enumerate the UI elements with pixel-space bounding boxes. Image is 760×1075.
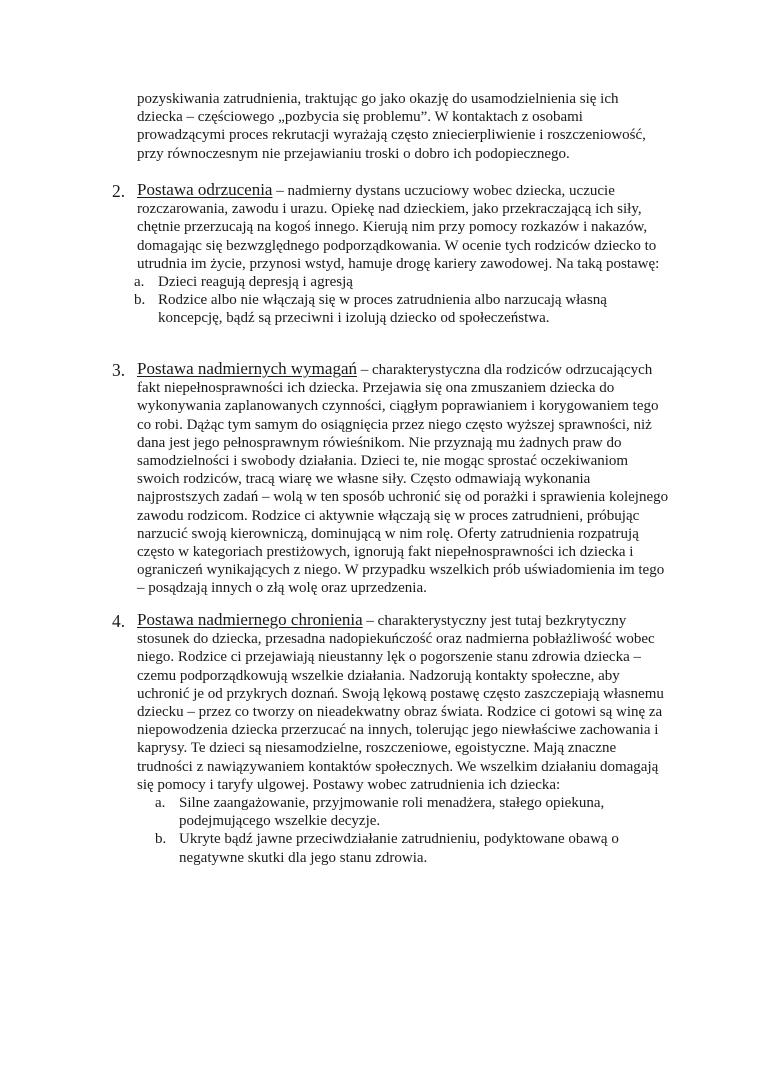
- list-item-text: – charakterystyczny jest tutaj bezkrytyczny stosunek do dziecka, przesadna nadopiekuńczość oraz nadmierna pobłażliwość wobec niego. Rodzice ci przejawiają nieustanny lęk o pogorszenie stanu zdrowia dziecka – czemu podporządkowują wszelkie działania. Nadzorują kontakty społeczne, aby uchronić je od przykrych doznań. Swoją lękową postawę często zaszczepiają własnemu dziecku – przez co tworzy on nieadekwatny obraz świata. Rodzice ci gotowi są winę za niepowodzenia dziecka przerzucać na innych, tolerując jego niewłaściwe zachowania i kaprysy. Te dzieci są niesamodzielne, roszczeniowe, egoistyczne. Mają znaczne trudności z nawiązywaniem kontaktów społecznych. We wszelkim działaniu domagają się pomocy i taryfy ulgowej. Postawy wobec zatrudnienia ich dziecka:: [137, 613, 664, 793]
- sublist-item: [155, 830, 650, 866]
- sublist-item-text: Dzieci reagują depresją i agresją: [158, 274, 353, 291]
- sublist-item: [134, 291, 644, 327]
- sublist-item-letter: b.: [134, 292, 146, 309]
- list-item-postawa-nadmiernych-wymagan: [112, 360, 672, 598]
- sublist-item: [134, 273, 644, 291]
- sublist: [134, 273, 644, 328]
- list-item-text: – nadmierny dystans uczuciowy wobec dziecka, uczucie rozczarowania, zawodu i urazu. Opiekę nad dzieckiem, jako przekraczającą ich siły, chętnie przerzucają na kogoś innego. Kierują nim przy pomocy rozkazów i nakazów, domagając się bezwzględnego podporządkowania. W ocenie tych rodziców dziecko to utrudnia im życie, przynosi wstyd, hamuje drogę kariery zawodowej. Na taką postawę:: [137, 183, 660, 272]
- continuation-paragraph: pozyskiwania zatrudnienia, traktując go jako okazję do usamodzielnienia się ich dziecka – częściowego „pozbycia się problemu”. W kontaktach z osobami prowadzącymi proces rekrutacji wyrażają często zniecierpliwienie i roszczeniowość, przy równoczesnym nie przejawianiu troski o dobro ich podopiecznego.: [137, 91, 646, 162]
- list-item-body: [137, 181, 672, 273]
- list-item-number: 2.: [112, 181, 126, 201]
- list-item-text: – charakterystyczna dla rodziców odrzucających fakt niepełnosprawności ich dziecka. Przejawia się ona zmuszaniem dziecka do wykonywania zaplanowanych czynności, ciągłym poprawianiem i korygowaniem tego co robi. Dążąc tym samym do osiągnięcia przez niego często wyższej sprawności, niż dana jest jego pełnosprawnym rówieśnikom. Nie przyznają mu żadnych praw do samodzielności i swobody działania. Dzieci te, nie mogąc sprostać oczekiwaniom swoich rodziców, tracą wiarę we własne siły. Często odmawiają wykonania najprostszych zadań – wolą w ten sposób uchronić się od porażki i sprawienia kolejnego zawodu rodzicom. Rodzice ci aktywnie włączają się w proces zatrudnieni, próbując narzucić swoją kierowniczą, dominującą w nim rolę. Oferty zatrudnienia rozpatrują często w kategoriach prestiżowych, ignorują fakt niepełnosprawności ich dziecka i ograniczeń wynikających z niego. W przypadku wszelkich prób uświadomienia im tego – posądzają innych o złą wolę oraz uprzedzenia.: [137, 362, 669, 597]
- sublist-item-letter: a.: [134, 274, 145, 291]
- sublist-item-text: Silne zaangażowanie, przyjmowanie roli menadżera, stałego opiekuna, podejmującego wszelkie decyzje.: [179, 795, 605, 830]
- list-item-number: 4.: [112, 611, 126, 631]
- list-item-postawa-odrzucenia: [112, 181, 672, 328]
- list-item-postawa-nadmiernego-chronienia: [112, 611, 672, 867]
- list-item-title: Postawa nadmiernego chronienia: [137, 610, 363, 629]
- sublist-item-letter: b.: [155, 831, 167, 848]
- sublist-item-text: Ukryte bądź jawne przeciwdziałanie zatrudnieniu, podyktowane obawą o negatywne skutki dla jego stanu zdrowia.: [179, 831, 619, 866]
- sublist-item: [155, 794, 650, 830]
- sublist-item-text: Rodzice albo nie włączają się w proces zatrudnienia albo narzucają własną koncepcję, bądź są przeciwni i izolują dziecko od społeczeństwa.: [158, 292, 607, 327]
- sublist-item-letter: a.: [155, 795, 166, 812]
- list-item-title: Postawa odrzucenia: [137, 180, 273, 199]
- list-item-title: Postawa nadmiernych wymagań: [137, 359, 357, 378]
- list-item-body: [137, 360, 672, 598]
- sublist: [155, 794, 650, 867]
- list-item-number: 3.: [112, 360, 126, 380]
- list-item-body: [137, 611, 672, 794]
